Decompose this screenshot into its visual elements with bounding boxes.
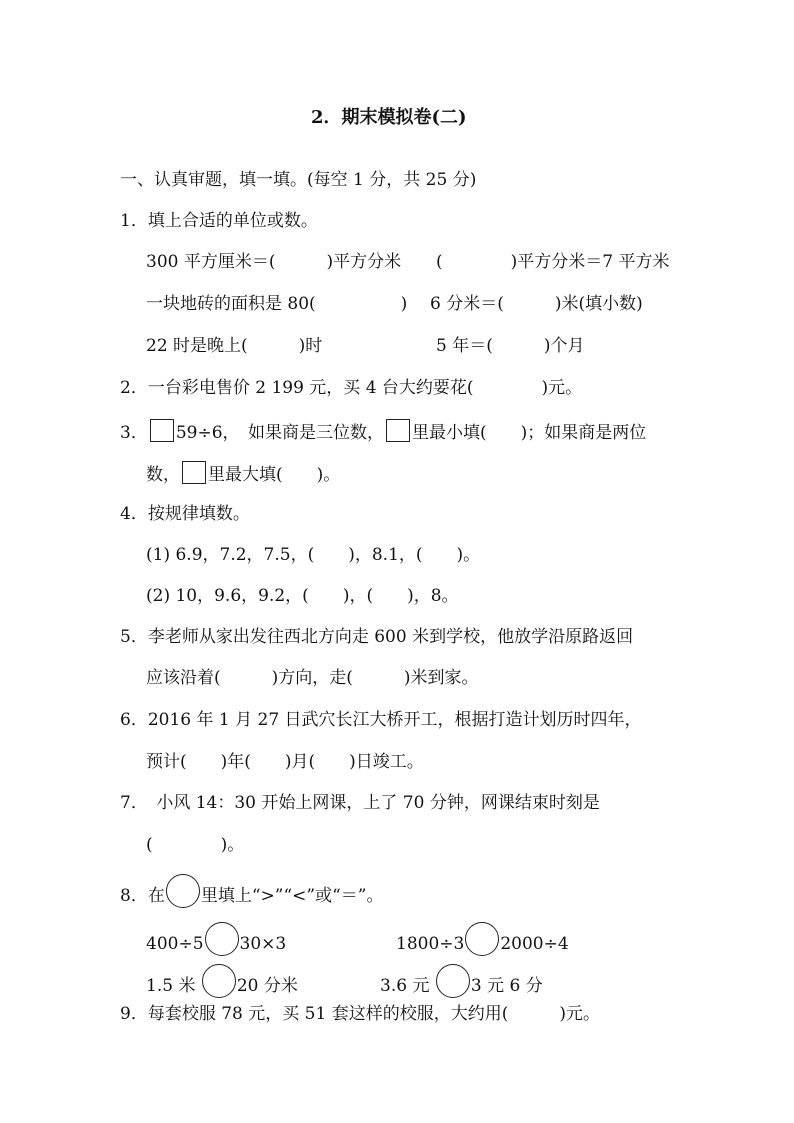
q1-item-f: 5 年＝( )个月 (436, 336, 585, 356)
q3-text-4: 里最大填( )。 (208, 465, 341, 485)
q9-text: 9．每套校服 78 元，买 51 套这样的校服，大约用( )元。 (120, 1004, 600, 1024)
blank-circle (465, 922, 499, 956)
q1-item-a: 300 平方厘米＝( )平方分米 (146, 252, 402, 272)
blank-circle (166, 874, 200, 908)
q3-line2 (146, 461, 340, 487)
q7-line2: ( )。 (146, 835, 245, 855)
blank-circle (202, 964, 236, 998)
q5-line1: 5．李老师从家出发往西北方向走 600 米到学校，他放学沿原路返回 (120, 627, 634, 647)
q8-compare-d: 3.6 元 3 元 6 分 (380, 964, 543, 998)
q8-label-line (120, 874, 383, 908)
blank-circle (436, 964, 470, 998)
q8-number: 8．在 (120, 886, 165, 906)
q8-compare-b: 1800÷3 2000÷4 (396, 922, 569, 956)
q1-item-d: 6 分米＝( )米(填小数) (430, 294, 643, 314)
q8-compare-c: 1.5 米 20 分米 (146, 964, 298, 998)
q4-label: 4．按规律填数。 (120, 504, 250, 524)
blank-square (150, 419, 174, 442)
blank-square (182, 461, 206, 484)
blank-circle (205, 922, 239, 956)
q5-line2: 应该沿着( )方向，走( )米到家。 (146, 668, 479, 688)
q8-label: 里填上“>”“<”或“＝”。 (200, 886, 384, 906)
q4-sequence-1: (1) 6.9，7.2，7.5，( )，8.1，( )。 (146, 545, 481, 565)
q8-compare-a: 400÷5 30×3 (146, 922, 286, 956)
q3-number: 3． (120, 423, 148, 443)
q1-item-c: 一块地砖的面积是 80( ) (146, 294, 408, 314)
q1-item-e: 22 时是晚上( )时 (146, 336, 323, 356)
q1-label: 1．填上合适的单位或数。 (120, 211, 318, 231)
q7-line1: 7． 小风 14：30 开始上网课，上了 70 分钟，网课结束时刻是 (120, 793, 600, 813)
q6-line2: 预计( )年( )月( )日竣工。 (146, 752, 424, 772)
blank-square (386, 419, 410, 442)
q3-text-1: 59÷6， 如果商是三位数， (175, 423, 385, 443)
page-title: 2．期末模拟卷(二) (311, 107, 467, 128)
q1-item-b: ( )平方分米＝7 平方米 (436, 252, 670, 272)
q3-line1 (120, 419, 646, 445)
section-heading: 一、认真审题，填一填。(每空 1 分，共 25 分) (120, 170, 477, 190)
q2-text: 2．一台彩电售价 2 199 元，买 4 台大约要花( )元。 (120, 378, 583, 398)
q3-text-3: 数， (146, 465, 180, 485)
q4-sequence-2: (2) 10，9.6，9.2，( )，( )，8。 (146, 586, 459, 606)
q3-text-2: 里最小填( )；如果商是两位 (412, 423, 647, 443)
q6-line1: 6．2016 年 1 月 27 日武穴长江大桥开工，根据打造计划历时四年， (120, 710, 642, 730)
